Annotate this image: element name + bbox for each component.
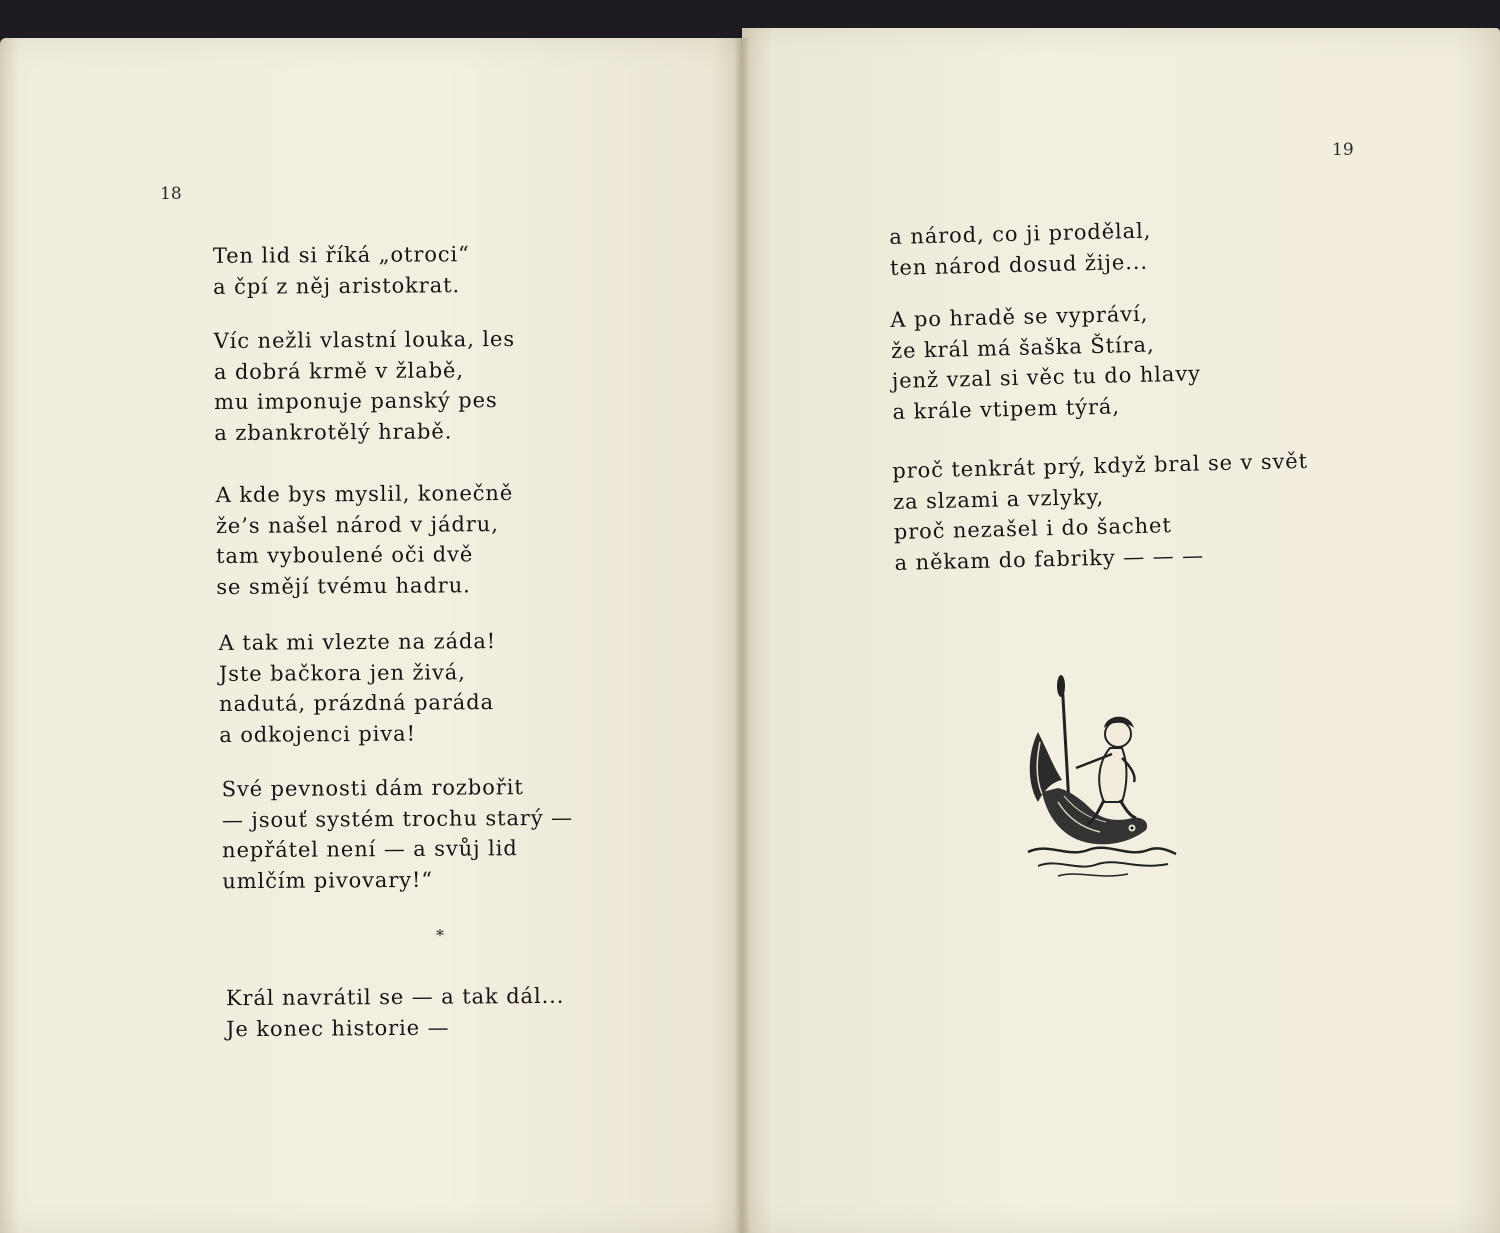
stanza-1 (889, 216, 1152, 283)
stanza-2 (214, 324, 516, 448)
verse-line: jenž vzal si věc tu do hlavy (891, 361, 1202, 393)
verse-line: Víc nežli vlastní louka, les (213, 326, 516, 354)
verse-line: A po hradě se vypráví, (890, 301, 1149, 332)
verse-line: nepřátel není — a svůj lid (222, 836, 518, 863)
book-gutter (734, 38, 750, 1233)
verse-line: A tak mi vlezte na záda! (218, 629, 497, 655)
page-number-left: 18 (160, 184, 182, 204)
verse-line: Jste bačkora jen živá, (218, 659, 466, 686)
verse-line: A kde bys myslil, konečně (215, 480, 514, 508)
verse-line: Své pevnosti dám rozbořit (221, 775, 524, 802)
verse-line: že’s našel národ v jádru, (215, 511, 499, 538)
stanza-1 (213, 239, 470, 302)
verse-line: umlčím pivovary!“ (222, 867, 434, 893)
stanza-4 (219, 626, 497, 750)
verse-line: proč nezašel i do šachet (893, 513, 1172, 544)
page-number-right: 19 (1332, 140, 1354, 160)
verse-line: se smějí tvému hadru. (216, 572, 471, 599)
stanza-3 (216, 478, 514, 602)
verse-line: že král má šaška Štíra, (890, 332, 1155, 363)
verse-line: a zbankrotělý hrabě. (214, 418, 453, 445)
section-separator: * (436, 926, 444, 945)
verse-line: Ten lid si říká „otroci“ (212, 242, 470, 268)
verse-line: za slzami a vzlyky, (892, 484, 1105, 514)
verse-line: a někam do fabriky — — — (894, 542, 1205, 575)
verse-line: — jsouť systém trochu starý — (221, 805, 574, 832)
stanza-2 (890, 297, 1202, 427)
stanza-3 (892, 446, 1311, 578)
verse-line: a čpí z něj aristokrat. (213, 272, 461, 299)
right-page (742, 28, 1500, 1233)
verse-line: a národ, co ji prodělal, (889, 218, 1152, 249)
verse-line: a krále vtipem týrá, (892, 393, 1121, 424)
stanza-5 (222, 772, 574, 896)
verse-line: a odkojenci piva! (219, 721, 416, 747)
boy-riding-fish-ornament-icon (1018, 672, 1180, 882)
verse-line: mu imponuje panský pes (214, 388, 498, 415)
verse-line: a dobrá krmě v žlabě, (213, 357, 465, 384)
verse-line: ten národ dosud žije... (889, 249, 1149, 280)
stanza-final (226, 981, 565, 1044)
verse-line: proč tenkrát prý, když bral se v svět (892, 448, 1309, 483)
verse-line: Je konec historie — (226, 1015, 450, 1041)
verse-line: Král navrátil se — a tak dál... (225, 983, 565, 1011)
verse-line: nadutá, prázdná paráda (219, 690, 495, 716)
verse-line: tam vyboulené oči dvě (216, 542, 474, 569)
